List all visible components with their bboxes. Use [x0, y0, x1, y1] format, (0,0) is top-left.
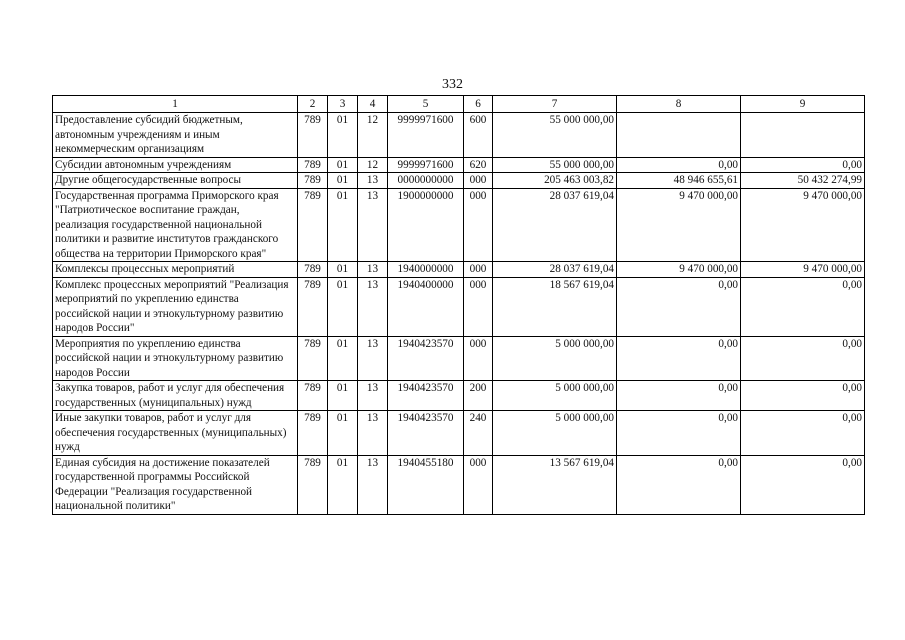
- cell-amount-col8: 48 946 655,61: [617, 173, 741, 189]
- column-header-4: 4: [358, 96, 388, 113]
- cell-section: 01: [328, 455, 358, 514]
- cell-admin-code: 789: [298, 411, 328, 456]
- cell-name: Иные закупки товаров, работ и услуг для обеспечения государственных (муниципальных) нужд: [53, 411, 298, 456]
- page-number: 332: [442, 77, 463, 92]
- table-row: [53, 262, 865, 278]
- cell-amount-col7: 18 567 619,04: [493, 277, 617, 336]
- cell-admin-code: 789: [298, 455, 328, 514]
- cell-admin-code: 789: [298, 262, 328, 278]
- cell-expense-type: 000: [464, 336, 493, 381]
- table-row: [53, 455, 865, 514]
- cell-amount-col8: 0,00: [617, 157, 741, 173]
- cell-amount-col9: [741, 113, 865, 158]
- cell-admin-code: 789: [298, 277, 328, 336]
- cell-name: Предоставление субсидий бюджетным, автономным учреждениям и иным некоммерческим организациям: [53, 113, 298, 158]
- cell-expense-type: 000: [464, 173, 493, 189]
- cell-amount-col7: 28 037 619,04: [493, 188, 617, 262]
- cell-subsection: 12: [358, 157, 388, 173]
- cell-target-article: 1940455180: [388, 455, 464, 514]
- cell-name: Субсидии автономным учреждениям: [53, 157, 298, 173]
- cell-target-article: 0000000000: [388, 173, 464, 189]
- cell-admin-code: 789: [298, 157, 328, 173]
- cell-expense-type: 000: [464, 277, 493, 336]
- cell-amount-col7: 13 567 619,04: [493, 455, 617, 514]
- cell-amount-col8: 0,00: [617, 381, 741, 411]
- cell-amount-col9: 0,00: [741, 336, 865, 381]
- cell-amount-col8: 0,00: [617, 411, 741, 456]
- cell-target-article: 9999971600: [388, 157, 464, 173]
- cell-subsection: 13: [358, 262, 388, 278]
- column-header-8: 8: [617, 96, 741, 113]
- cell-admin-code: 789: [298, 173, 328, 189]
- cell-subsection: 13: [358, 173, 388, 189]
- column-header-6: 6: [464, 96, 493, 113]
- cell-amount-col9: 9 470 000,00: [741, 188, 865, 262]
- cell-amount-col7: 5 000 000,00: [493, 336, 617, 381]
- cell-amount-col7: 28 037 619,04: [493, 262, 617, 278]
- cell-amount-col8: [617, 113, 741, 158]
- cell-name: Комплекс процессных мероприятий "Реализация мероприятий по укреплению единства российской нации и этнокультурному развитию народов России": [53, 277, 298, 336]
- cell-subsection: 13: [358, 188, 388, 262]
- budget-table: [52, 95, 865, 515]
- table-row: [53, 188, 865, 262]
- cell-target-article: 9999971600: [388, 113, 464, 158]
- cell-target-article: 1900000000: [388, 188, 464, 262]
- table-row: [53, 411, 865, 456]
- cell-amount-col9: 0,00: [741, 157, 865, 173]
- cell-target-article: 1940423570: [388, 336, 464, 381]
- cell-section: 01: [328, 411, 358, 456]
- cell-section: 01: [328, 157, 358, 173]
- cell-amount-col8: 9 470 000,00: [617, 262, 741, 278]
- table-header-row: [53, 96, 865, 113]
- cell-amount-col8: 0,00: [617, 277, 741, 336]
- cell-amount-col7: 5 000 000,00: [493, 411, 617, 456]
- cell-name: Закупка товаров, работ и услуг для обеспечения государственных (муниципальных) нужд: [53, 381, 298, 411]
- table-row: [53, 157, 865, 173]
- cell-name: Государственная программа Приморского края "Патриотическое воспитание граждан, реализация государственной национальной политики и развитие институтов гражданского общества на территории Приморского края": [53, 188, 298, 262]
- cell-name: Мероприятия по укреплению единства российской нации и этнокультурному развитию народов России: [53, 336, 298, 381]
- cell-amount-col8: 0,00: [617, 455, 741, 514]
- table-row: [53, 113, 865, 158]
- column-header-5: 5: [388, 96, 464, 113]
- cell-expense-type: 000: [464, 188, 493, 262]
- cell-amount-col7: 205 463 003,82: [493, 173, 617, 189]
- cell-amount-col9: 0,00: [741, 411, 865, 456]
- cell-expense-type: 240: [464, 411, 493, 456]
- cell-subsection: 12: [358, 113, 388, 158]
- cell-section: 01: [328, 277, 358, 336]
- cell-section: 01: [328, 113, 358, 158]
- cell-name: Единая субсидия на достижение показателей государственной программы Российской Федерации "Реализация государственной национальной политики": [53, 455, 298, 514]
- cell-section: 01: [328, 188, 358, 262]
- cell-amount-col9: 9 470 000,00: [741, 262, 865, 278]
- cell-subsection: 13: [358, 336, 388, 381]
- column-header-7: 7: [493, 96, 617, 113]
- cell-name: Другие общегосударственные вопросы: [53, 173, 298, 189]
- cell-expense-type: 000: [464, 455, 493, 514]
- cell-amount-col8: 0,00: [617, 336, 741, 381]
- cell-section: 01: [328, 173, 358, 189]
- cell-admin-code: 789: [298, 336, 328, 381]
- table-row: [53, 173, 865, 189]
- column-header-2: 2: [298, 96, 328, 113]
- cell-admin-code: 789: [298, 188, 328, 262]
- cell-target-article: 1940423570: [388, 381, 464, 411]
- cell-amount-col9: 50 432 274,99: [741, 173, 865, 189]
- column-header-3: 3: [328, 96, 358, 113]
- cell-target-article: 1940400000: [388, 277, 464, 336]
- cell-subsection: 13: [358, 277, 388, 336]
- table-row: [53, 277, 865, 336]
- cell-subsection: 13: [358, 411, 388, 456]
- cell-subsection: 13: [358, 455, 388, 514]
- table-row: [53, 336, 865, 381]
- table-row: [53, 381, 865, 411]
- column-header-1: 1: [53, 96, 298, 113]
- cell-subsection: 13: [358, 381, 388, 411]
- cell-amount-col9: 0,00: [741, 455, 865, 514]
- cell-admin-code: 789: [298, 381, 328, 411]
- cell-admin-code: 789: [298, 113, 328, 158]
- cell-amount-col8: 9 470 000,00: [617, 188, 741, 262]
- cell-section: 01: [328, 336, 358, 381]
- cell-amount-col7: 55 000 000,00: [493, 157, 617, 173]
- cell-amount-col9: 0,00: [741, 381, 865, 411]
- cell-expense-type: 200: [464, 381, 493, 411]
- cell-expense-type: 000: [464, 262, 493, 278]
- cell-target-article: 1940000000: [388, 262, 464, 278]
- cell-section: 01: [328, 262, 358, 278]
- cell-target-article: 1940423570: [388, 411, 464, 456]
- cell-section: 01: [328, 381, 358, 411]
- cell-amount-col7: 55 000 000,00: [493, 113, 617, 158]
- column-header-9: 9: [741, 96, 865, 113]
- cell-amount-col9: 0,00: [741, 277, 865, 336]
- cell-expense-type: 600: [464, 113, 493, 158]
- cell-expense-type: 620: [464, 157, 493, 173]
- cell-amount-col7: 5 000 000,00: [493, 381, 617, 411]
- cell-name: Комплексы процессных мероприятий: [53, 262, 298, 278]
